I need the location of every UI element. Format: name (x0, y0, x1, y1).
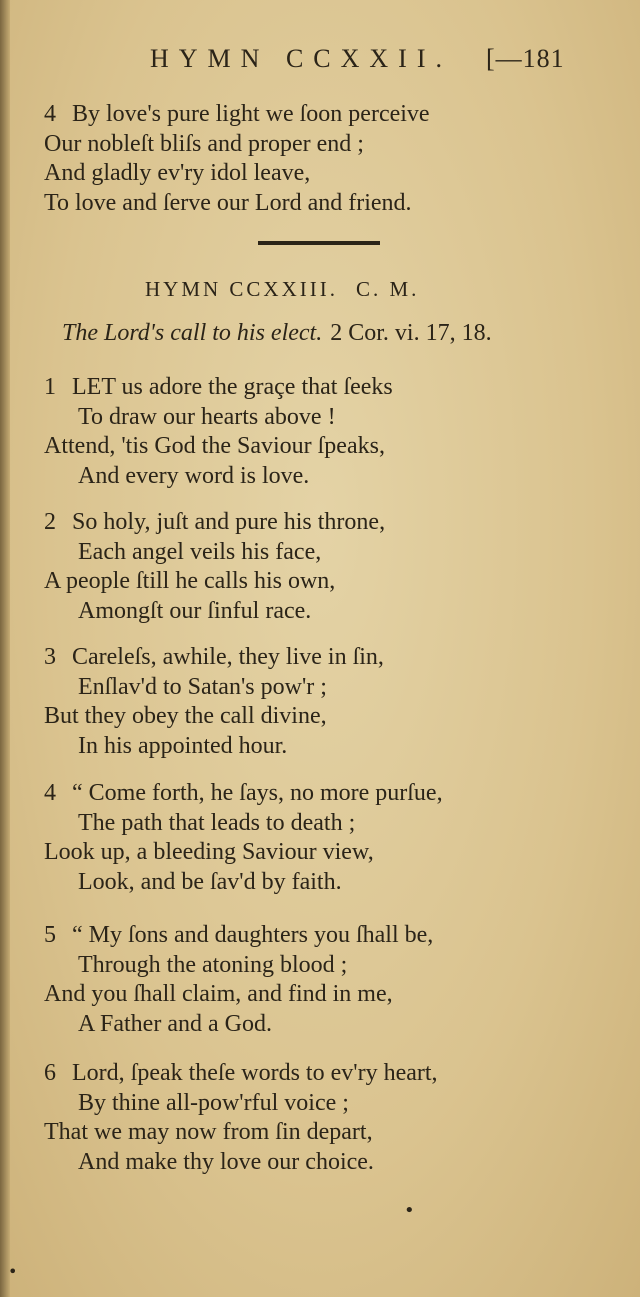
stanza (44, 921, 604, 1039)
verse-line: Enſlav'd to Satan's pow'r ; (78, 673, 327, 700)
verse-line: Careleſs, awhile, they live in ſin, (72, 644, 384, 670)
page-gutter (0, 0, 10, 1297)
verse-line: So holy, juſt and pure his throne, (72, 509, 386, 535)
verse-line: The path that leads to death ; (78, 809, 356, 836)
running-header (150, 44, 590, 84)
hymn-subtitle (62, 320, 622, 347)
verse-line: “ Come forth, he ſays, no more purſue, (72, 780, 443, 806)
stanza-number: 1 (44, 374, 56, 400)
hymn-meter: C. M. (356, 277, 420, 301)
verse-line: Amongſt our ſinful race. (78, 597, 312, 624)
verse-line: A Father and a God. (78, 1010, 272, 1037)
printer-ornament-icon: • (404, 1200, 415, 1221)
verse-line: And gladly ev'ry idol leave, (44, 160, 311, 186)
verse-line: Look up, a bleeding Saviour view, (44, 839, 374, 865)
section-divider (258, 241, 380, 245)
stanza-number: 3 (44, 644, 56, 670)
scripture-reference: 2 Cor. vi. 17, 18. (330, 320, 492, 346)
verse-line: By thine all-pow'rful voice ; (78, 1089, 349, 1116)
verse-line: By love's pure light we ſoon perceive (72, 101, 430, 127)
verse-line: In his appointed hour. (78, 732, 288, 759)
verse-line: Look, and be ſav'd by faith. (78, 868, 342, 895)
stanza (44, 373, 604, 491)
verse-line: And make thy love our choice. (78, 1148, 374, 1175)
stanza (44, 643, 604, 761)
verse-line: Attend, 'tis God the Saviour ſpeaks, (44, 433, 385, 459)
stanza-number: 6 (44, 1060, 56, 1086)
ink-blot-icon: • (8, 1262, 18, 1281)
previous-hymn-stanza (44, 100, 604, 218)
stanza (44, 1059, 604, 1177)
verse-line: That we may now from ſin depart, (44, 1119, 373, 1145)
verse-line: Each angel veils his face, (78, 538, 322, 565)
hymn-topic: The Lord's call to his elect. (62, 320, 323, 346)
verse-line: Lord, ſpeak theſe words to ev'ry heart, (72, 1060, 438, 1086)
hymn-number-title: HYMN CCXXIII. (145, 277, 338, 301)
page-number: [—181 (486, 44, 565, 73)
verse-line: Our nobleſt bliſs and proper end ; (44, 130, 364, 157)
verse-line: A people ſtill he calls his own, (44, 568, 336, 594)
stanza-number: 4 (44, 780, 56, 806)
stanza-number: 4 (44, 101, 56, 127)
verse-line: And every word is love. (78, 462, 310, 489)
stanza-number: 5 (44, 922, 56, 948)
hymn-title (145, 277, 545, 302)
stanza (44, 508, 604, 626)
stanza (44, 779, 604, 897)
verse-line: And you ſhall claim, and find in me, (44, 981, 393, 1007)
stanza-number: 2 (44, 509, 56, 535)
verse-line: LET us adore the graçe that ſeeks (72, 374, 393, 400)
verse-line: But they obey the call divine, (44, 703, 327, 729)
verse-line: “ My ſons and daughters you ſhall be, (72, 922, 434, 948)
verse-line: Through the atoning blood ; (78, 951, 348, 978)
running-title: HYMN CCXXII. (150, 44, 452, 73)
verse-line: To draw our hearts above ! (78, 403, 336, 430)
verse-line: To love and ſerve our Lord and friend. (44, 189, 412, 216)
